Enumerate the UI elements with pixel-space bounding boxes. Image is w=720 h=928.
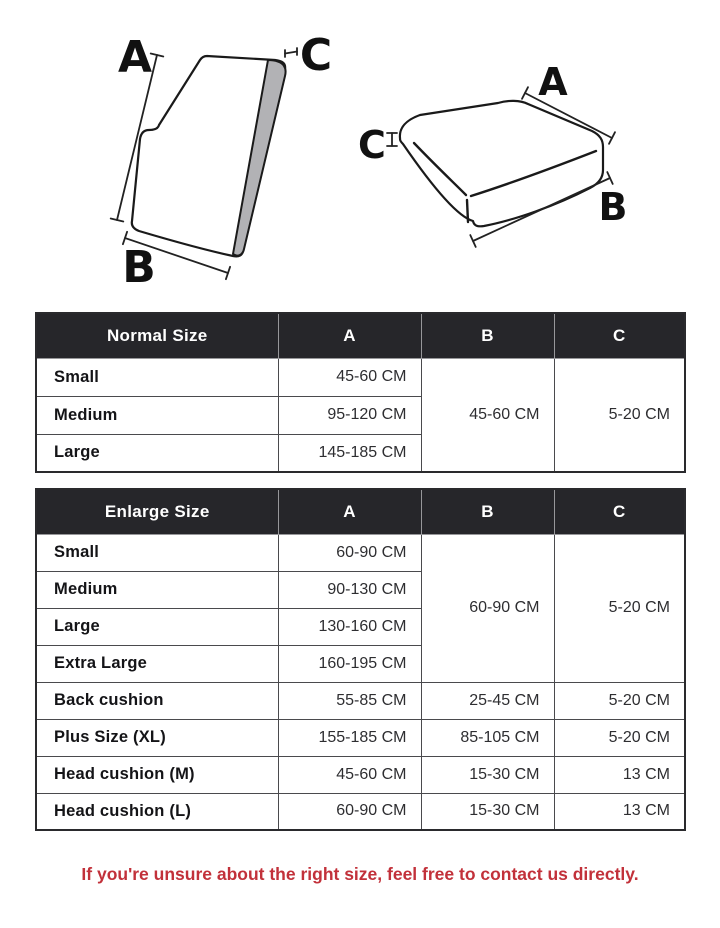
dimension-label-b: B bbox=[122, 242, 156, 293]
column-header-a: A bbox=[278, 489, 421, 534]
table-row bbox=[36, 793, 685, 830]
normal-size-table bbox=[35, 312, 686, 473]
row-label: Large bbox=[36, 434, 278, 472]
merged-cell-c: 5-20 CM bbox=[554, 534, 685, 682]
merged-cell-c: 5-20 CM bbox=[554, 358, 685, 472]
table-title: Enlarge Size bbox=[36, 489, 278, 534]
cell-a: 95-120 CM bbox=[278, 396, 421, 434]
merged-cell-b: 45-60 CM bbox=[421, 358, 554, 472]
enlarge-size-table bbox=[35, 488, 686, 831]
row-label: Medium bbox=[36, 396, 278, 434]
seat-cushion-diagram bbox=[350, 58, 680, 293]
table-header-row bbox=[36, 489, 685, 534]
cell-a: 55-85 CM bbox=[278, 682, 421, 719]
cell-b: 25-45 CM bbox=[421, 682, 554, 719]
table-row bbox=[36, 756, 685, 793]
cell-c: 13 CM bbox=[554, 756, 685, 793]
table-row bbox=[36, 358, 685, 396]
dimension-label-b: B bbox=[598, 185, 628, 229]
column-header-b: B bbox=[421, 489, 554, 534]
row-label: Small bbox=[36, 358, 278, 396]
cell-a: 45-60 CM bbox=[278, 756, 421, 793]
row-label: Head cushion (L) bbox=[36, 793, 278, 830]
cell-c: 5-20 CM bbox=[554, 682, 685, 719]
row-label: Small bbox=[36, 534, 278, 571]
table-row bbox=[36, 682, 685, 719]
row-label: Extra Large bbox=[36, 645, 278, 682]
cell-a: 60-90 CM bbox=[278, 534, 421, 571]
cell-a: 160-195 CM bbox=[278, 645, 421, 682]
seat-cushion-outline bbox=[400, 101, 603, 226]
cell-a: 90-130 CM bbox=[278, 571, 421, 608]
dimension-label-c: C bbox=[299, 30, 333, 81]
cell-a: 145-185 CM bbox=[278, 434, 421, 472]
dimension-bracket-c bbox=[285, 48, 297, 57]
table-header-row bbox=[36, 313, 685, 358]
cell-b: 15-30 CM bbox=[421, 793, 554, 830]
dimension-bracket-c bbox=[387, 133, 397, 146]
table-title: Normal Size bbox=[36, 313, 278, 358]
dimension-label-a: A bbox=[117, 32, 153, 83]
dimension-label-c: C bbox=[358, 123, 386, 167]
back-cushion-diagram bbox=[96, 25, 340, 293]
row-label: Plus Size (XL) bbox=[36, 719, 278, 756]
cell-c: 13 CM bbox=[554, 793, 685, 830]
row-label: Large bbox=[36, 608, 278, 645]
cell-a: 60-90 CM bbox=[278, 793, 421, 830]
table-row bbox=[36, 719, 685, 756]
row-label: Medium bbox=[36, 571, 278, 608]
column-header-c: C bbox=[554, 489, 685, 534]
cell-a: 155-185 CM bbox=[278, 719, 421, 756]
merged-cell-b: 60-90 CM bbox=[421, 534, 554, 682]
row-label: Head cushion (M) bbox=[36, 756, 278, 793]
cell-a: 45-60 CM bbox=[278, 358, 421, 396]
table-row bbox=[36, 534, 685, 571]
column-header-b: B bbox=[421, 313, 554, 358]
cell-a: 130-160 CM bbox=[278, 608, 421, 645]
column-header-a: A bbox=[278, 313, 421, 358]
row-label: Back cushion bbox=[36, 682, 278, 719]
cell-b: 85-105 CM bbox=[421, 719, 554, 756]
cell-c: 5-20 CM bbox=[554, 719, 685, 756]
cell-b: 15-30 CM bbox=[421, 756, 554, 793]
footer-note: If you're unsure about the right size, feel free to contact us directly. bbox=[81, 864, 639, 884]
dimension-label-a: A bbox=[538, 60, 568, 104]
column-header-c: C bbox=[554, 313, 685, 358]
seat-cushion-corner-crease bbox=[467, 200, 468, 222]
